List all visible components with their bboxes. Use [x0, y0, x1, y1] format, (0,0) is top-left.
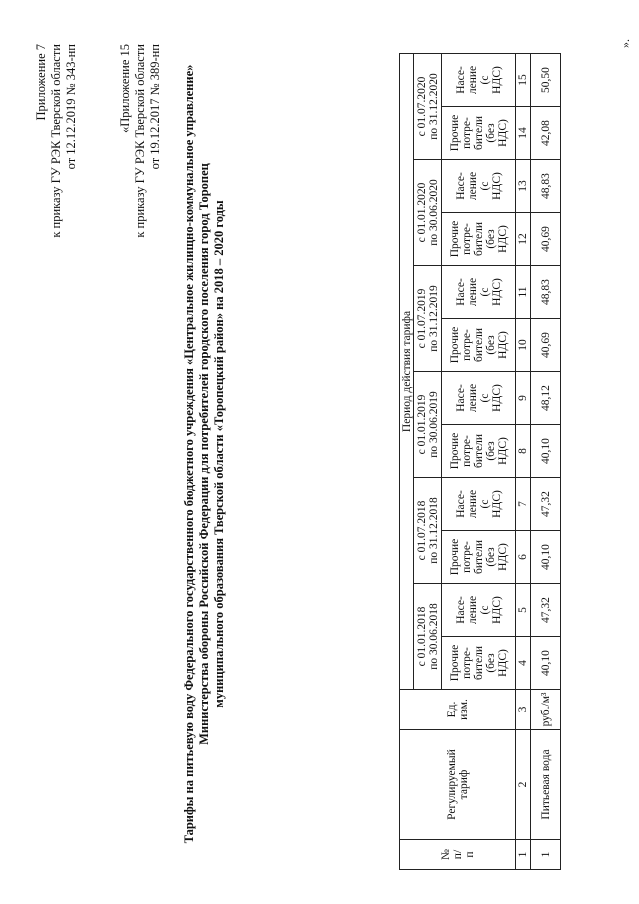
row-value: 47,32 — [531, 584, 561, 637]
row-value: 42,08 — [531, 107, 561, 160]
subheader-other: Прочие потре- бители (без НДС) — [442, 319, 516, 372]
row-value: 48,83 — [531, 160, 561, 213]
row-unit: руб./м³ — [531, 690, 561, 730]
row-value: 40,10 — [531, 531, 561, 584]
title-line2: Министерства обороны Российской Федерации для потребителей городского поселения город Торопец — [197, 163, 211, 745]
annex7-line1: Приложение 7 — [34, 44, 48, 121]
annex15-line2: к приказу ГУ РЭК Тверской области — [133, 44, 147, 238]
column-number: 6 — [516, 531, 531, 584]
subheader-other: Прочие потре- бители (без НДС) — [442, 531, 516, 584]
header-no: № п/ п — [400, 840, 516, 870]
header-unit: Ед. изм. — [400, 690, 516, 730]
row-no: 1 — [531, 840, 561, 870]
column-number: 10 — [516, 319, 531, 372]
column-number: 1 — [516, 840, 531, 870]
subheader-population: Насе- ление (с НДС) — [442, 372, 516, 425]
subheader-population: Насе- ление (с НДС) — [442, 266, 516, 319]
subheader-population: Насе- ление (с НДС) — [442, 478, 516, 531]
annex15-line1: «Приложение 15 — [118, 44, 132, 133]
column-number: 12 — [516, 213, 531, 266]
subheader-population: Насе- ление (с НДС) — [442, 160, 516, 213]
column-number: 11 — [516, 266, 531, 319]
row-value: 40,10 — [531, 425, 561, 478]
row-value: 50,50 — [531, 54, 561, 107]
annex15-line3: от 19.12.2017 № 389-нп — [148, 44, 162, 170]
row-value: 40,10 — [531, 637, 561, 690]
column-number: 13 — [516, 160, 531, 213]
subheader-population: Насе- ление (с НДС) — [442, 584, 516, 637]
column-number: 8 — [516, 425, 531, 478]
annex7-line2: к приказу ГУ РЭК Тверской области — [49, 44, 63, 238]
subheader-population: Насе- ление (с НДС) — [442, 54, 516, 107]
period-header: с 01.01.2018 по 30.06.2018 — [414, 584, 442, 690]
row-value: 48,83 — [531, 266, 561, 319]
column-number: 2 — [516, 730, 531, 840]
period-header: с 01.07.2020 по 31.12.2020 — [414, 54, 442, 160]
period-header: с 01.07.2019 по 31.12.2019 — [414, 266, 442, 372]
subheader-other: Прочие потре- бители (без НДС) — [442, 637, 516, 690]
column-number: 7 — [516, 478, 531, 531]
row-value: 40,69 — [531, 213, 561, 266]
row-value: 48,12 — [531, 372, 561, 425]
column-number: 9 — [516, 372, 531, 425]
column-number: 4 — [516, 637, 531, 690]
subheader-other: Прочие потре- бители (без НДС) — [442, 213, 516, 266]
tariff-table — [399, 53, 561, 870]
period-header: с 01.07.2018 по 31.12.2018 — [414, 478, 442, 584]
column-number: 3 — [516, 690, 531, 730]
row-value: 40,69 — [531, 319, 561, 372]
closing-quote: ». — [618, 39, 632, 48]
column-number: 15 — [516, 54, 531, 107]
period-header: с 01.01.2020 по 30.06.2020 — [414, 160, 442, 266]
title-line3: муниципального образования Тверской области «Торопецкий район» на 2018 – 2020 годы — [212, 200, 226, 708]
column-number: 5 — [516, 584, 531, 637]
annex7-line3: от 12.12.2019 № 343-нп — [64, 44, 78, 170]
header-period: Период действия тарифа — [400, 54, 414, 690]
row-name: Питьевая вода — [531, 730, 561, 840]
title-line1: Тарифы на питьевую воду Федерального государственного бюджетного учреждения «Центральное жилищно-коммунальное управление» — [182, 64, 196, 844]
row-value: 47,32 — [531, 478, 561, 531]
period-header: с 01.01.2019 по 30.06.2019 — [414, 372, 442, 478]
subheader-other: Прочие потре- бители (без НДС) — [442, 107, 516, 160]
table-row — [531, 54, 561, 870]
column-number: 14 — [516, 107, 531, 160]
header-tariff: Регулируемый тариф — [400, 730, 516, 840]
subheader-other: Прочие потре- бители (без НДС) — [442, 425, 516, 478]
